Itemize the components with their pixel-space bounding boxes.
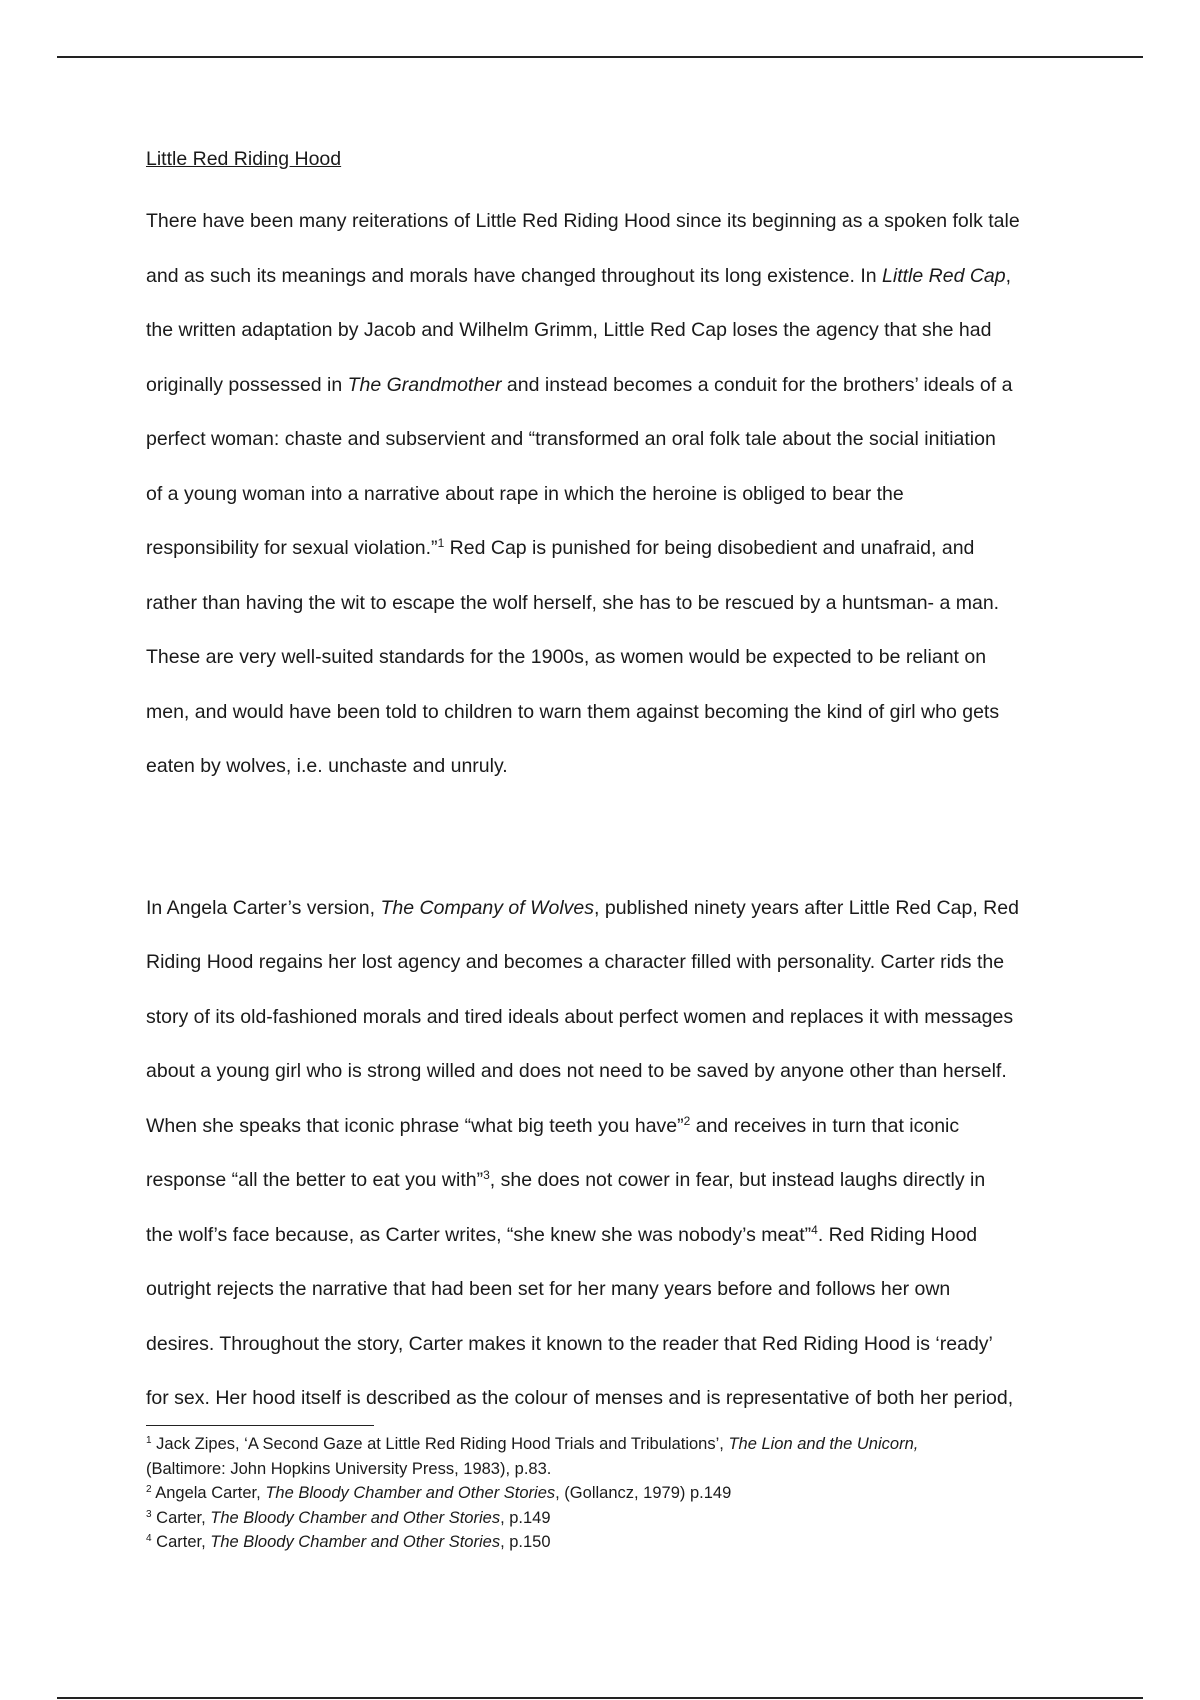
footnote-marker: 4 xyxy=(146,1533,152,1544)
body-line xyxy=(146,1274,1066,1329)
text-run: (Baltimore: John Hopkins University Press, 1983), p.83. xyxy=(146,1459,552,1478)
footnote-line xyxy=(146,1457,1046,1482)
body-line xyxy=(146,424,1066,479)
text-run: Carter, xyxy=(151,1508,211,1527)
text-run: response “all the better to eat you with” xyxy=(146,1169,484,1191)
italic-title: The Company of Wolves xyxy=(380,896,595,919)
document-body xyxy=(146,144,1066,1438)
body-line xyxy=(146,642,1066,697)
text-run: desires. Throughout the story, Carter makes it known to the reader that Red Riding Hood is ‘ready’ xyxy=(146,1332,993,1355)
body-line xyxy=(146,479,1066,534)
text-run: Carter, xyxy=(151,1533,211,1551)
body-line xyxy=(146,533,1066,588)
italic-title: The Grandmother xyxy=(347,373,502,396)
body-line xyxy=(146,1056,1066,1111)
text-run: , p.149 xyxy=(500,1508,551,1527)
text-run: Red Cap is punished for being disobedient and unafraid, and xyxy=(444,537,975,559)
text-run: In Angela Carter’s version, xyxy=(146,896,381,919)
text-run: Riding Hood regains her lost agency and becomes a character filled with personality. Carter rids the xyxy=(146,951,1005,973)
text-run: Jack Zipes, ‘A Second Gaze at Little Red Riding Hood Trials and Tribulations’, xyxy=(151,1435,729,1453)
text-run: about a young girl who is strong willed and does not need to be saved by anyone other than herself. xyxy=(146,1060,1007,1082)
body-line xyxy=(146,1220,1066,1275)
footnote-marker: 3 xyxy=(483,1168,490,1182)
body-line xyxy=(146,751,1066,806)
body-line xyxy=(146,697,1066,752)
footnote-marker: 2 xyxy=(683,1113,691,1128)
body-line xyxy=(146,261,1066,316)
italic-title: The Bloody Chamber and Other Stories xyxy=(265,1484,556,1502)
footnote-marker: 3 xyxy=(146,1508,152,1520)
text-run: These are very well-suited standards for the 1900s, as women would be expected to be reliant on xyxy=(146,646,987,668)
text-run: for sex. Her hood itself is described as the colour of menses and is representative of both her period, xyxy=(146,1387,1014,1409)
italic-title: The Bloody Chamber and Other Stories xyxy=(210,1533,501,1551)
bottom-rule xyxy=(57,1697,1143,1699)
body-line xyxy=(146,1165,1066,1220)
body-line xyxy=(146,1329,1066,1384)
text-run: rather than having the wit to escape the wolf herself, she has to be rescued by a huntsman- a man. xyxy=(146,591,1000,614)
body-line xyxy=(146,1111,1066,1166)
text-run: and as such its meanings and morals have changed throughout its long existence. In xyxy=(146,264,883,287)
italic-title: The Bloody Chamber and Other Stories xyxy=(210,1508,501,1527)
text-run: . Red Riding Hood xyxy=(817,1223,978,1246)
footnote-line xyxy=(146,1530,1046,1555)
text-run: outright rejects the narrative that had been set for her many years before and follows her own xyxy=(146,1278,951,1300)
footnote-line xyxy=(146,1481,1046,1506)
body-line xyxy=(146,947,1066,1002)
footnote-line xyxy=(146,1506,1046,1531)
body-line xyxy=(146,315,1066,370)
body-line xyxy=(146,1383,1066,1438)
footnote-marker: 2 xyxy=(146,1484,152,1495)
text-run: There have been many reiterations of Little Red Riding Hood since its beginning as a spoken folk tale xyxy=(146,210,1020,232)
text-run: , xyxy=(1005,264,1012,287)
body-line xyxy=(146,206,1066,261)
text-run: eaten by wolves, i.e. unchaste and unruly. xyxy=(146,755,508,777)
body-line xyxy=(146,588,1066,643)
text-run: perfect woman: chaste and subservient and “transformed an oral folk tale about the social initiation xyxy=(146,428,996,450)
text-run: and instead becomes a conduit for the brothers’ ideals of a xyxy=(501,373,1013,396)
paragraph-2 xyxy=(146,893,1066,1438)
footnote-marker: 4 xyxy=(811,1222,818,1237)
text-run: story of its old-fashioned morals and tired ideals about perfect women and replaces it with messages xyxy=(146,1005,1014,1028)
text-run: Angela Carter, xyxy=(151,1484,266,1502)
top-rule xyxy=(57,56,1143,58)
document-title: Little Red Riding Hood xyxy=(146,148,342,170)
text-run: the written adaptation by Jacob and Wilhelm Grimm, Little Red Cap loses the agency that she had xyxy=(146,319,992,341)
paragraph-1 xyxy=(146,206,1066,806)
text-run: responsibility for sexual violation.” xyxy=(146,537,438,559)
footnote-separator xyxy=(146,1425,374,1426)
text-run: the wolf’s face because, as Carter writes, “she knew she was nobody’s meat” xyxy=(146,1223,812,1246)
footnote-marker: 1 xyxy=(437,536,445,550)
body-line xyxy=(146,893,1066,948)
text-run: and receives in turn that iconic xyxy=(690,1114,960,1137)
text-run: of a young woman into a narrative about rape in which the heroine is obliged to bear the xyxy=(146,482,904,505)
body-line xyxy=(146,1002,1066,1057)
footnote-line xyxy=(146,1432,1046,1457)
text-run: originally possessed in xyxy=(146,373,348,396)
text-run: , p.150 xyxy=(500,1533,551,1551)
italic-title: Little Red Cap xyxy=(882,264,1006,287)
text-run: men, and would have been told to children to warn them against becoming the kind of girl who gets xyxy=(146,700,1000,723)
footnotes xyxy=(146,1432,1046,1555)
text-run: When she speaks that iconic phrase “what big teeth you have” xyxy=(146,1114,684,1137)
text-run: , she does not cower in fear, but instead laughs directly in xyxy=(489,1169,986,1191)
text-run: , (Gollancz, 1979) p.149 xyxy=(555,1484,732,1502)
body-line xyxy=(146,370,1066,425)
footnote-marker: 1 xyxy=(146,1435,152,1446)
italic-title: The Lion and the Unicorn, xyxy=(728,1435,919,1453)
text-run: , published ninety years after Little Red Cap, Red xyxy=(594,896,1019,919)
